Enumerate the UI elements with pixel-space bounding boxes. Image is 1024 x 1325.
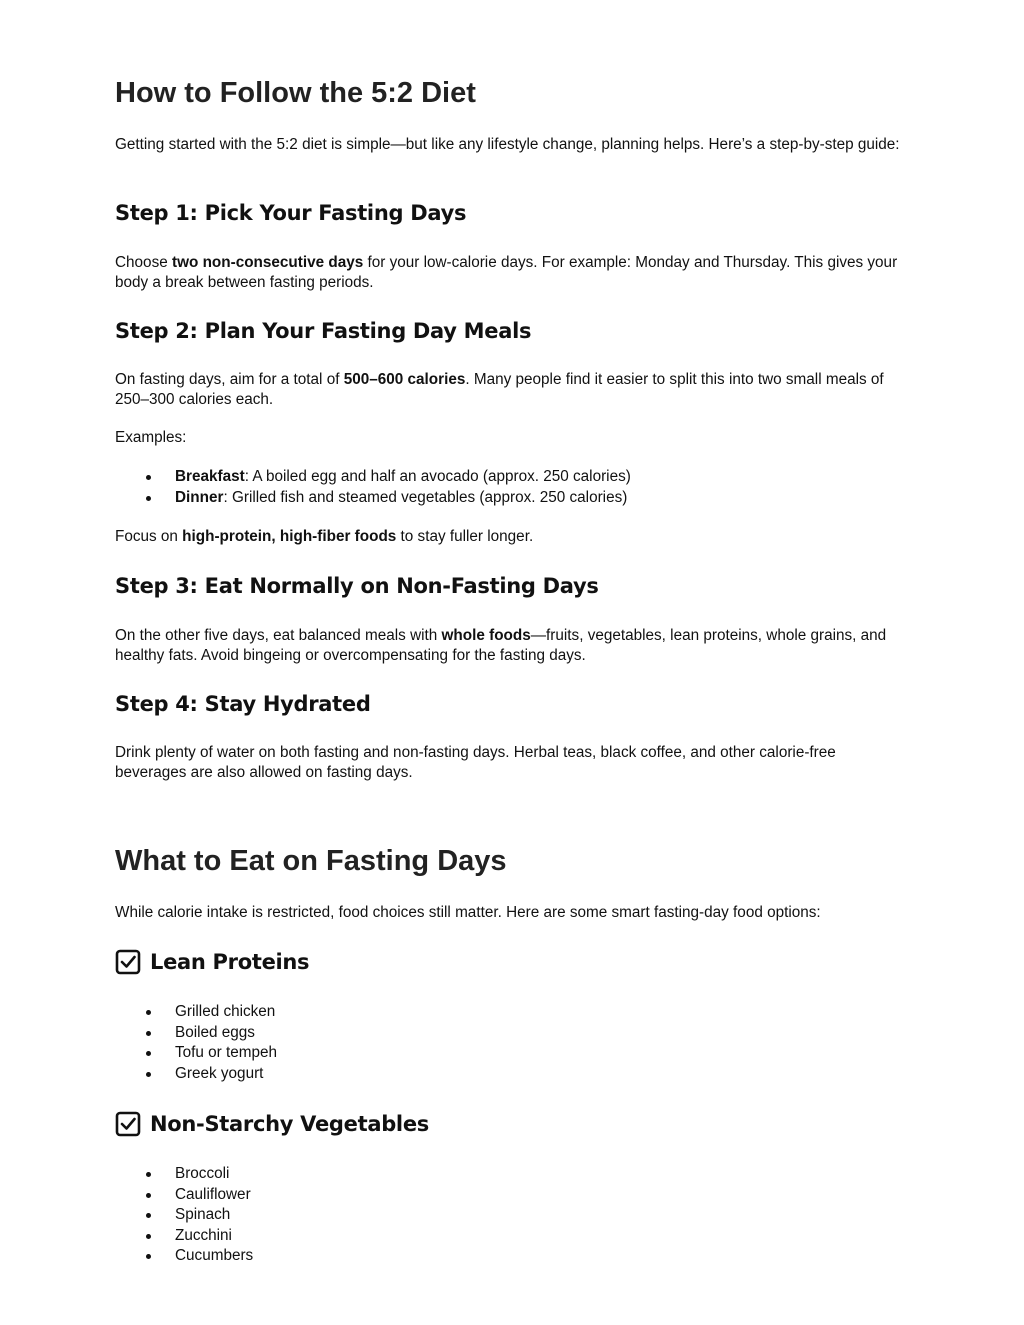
lean-proteins-label: Lean Proteins — [150, 950, 310, 974]
list-item: Grilled chicken — [115, 1002, 277, 1023]
vegetables-list — [115, 1164, 253, 1267]
list-item: Tofu or tempeh — [115, 1043, 277, 1064]
checkbox-checked-icon — [115, 949, 141, 975]
list-item: Broccoli — [115, 1164, 253, 1185]
step3-heading: Step 3: Eat Normally on Non-Fasting Days — [115, 574, 599, 598]
section-title-what-to-eat: What to Eat on Fasting Days — [115, 845, 507, 877]
list-item: Dinner: Grilled fish and steamed vegetables (approx. 250 calories) — [115, 488, 631, 509]
examples-label: Examples: — [115, 429, 187, 446]
step2-emphasis: 500–600 calories — [343, 371, 466, 388]
lean-proteins-list — [115, 1002, 277, 1084]
section2-intro: While calorie intake is restricted, food choices still matter. Here are some smart fasting-day food options: — [115, 904, 821, 921]
list-item: Spinach — [115, 1205, 253, 1226]
step1-emphasis: two non-consecutive days — [171, 254, 364, 271]
step4-heading: Step 4: Stay Hydrated — [115, 692, 371, 716]
focus-paragraph: Focus on high-protein, high-fiber foods to stay fuller longer. — [115, 528, 534, 545]
checkbox-checked-icon — [115, 1111, 141, 1137]
step1-heading: Step 1: Pick Your Fasting Days — [115, 201, 467, 225]
step2-paragraph: On fasting days, aim for a total of 500–600 calories. Many people find it easier to split this into two small meals of 250–300 calories each. — [115, 371, 884, 408]
focus-emphasis: high-protein, high-fiber foods — [182, 528, 397, 545]
intro-paragraph: Getting started with the 5:2 diet is simple—but like any lifestyle change, planning helps. Here’s a step-by-step guide: — [115, 136, 900, 153]
list-item: Boiled eggs — [115, 1023, 277, 1044]
vegetables-heading — [115, 1111, 429, 1137]
list-item: Greek yogurt — [115, 1064, 277, 1085]
step4-paragraph: Drink plenty of water on both fasting and non-fasting days. Herbal teas, black coffee, and other calorie-free beverages are also allowed on fasting days. — [115, 744, 836, 781]
examples-list — [115, 467, 631, 508]
list-item: Zucchini — [115, 1226, 253, 1247]
step2-heading: Step 2: Plan Your Fasting Day Meals — [115, 319, 532, 343]
vegetables-label: Non-Starchy Vegetables — [150, 1112, 429, 1136]
list-item: Breakfast: A boiled egg and half an avocado (approx. 250 calories) — [115, 467, 631, 488]
step1-paragraph: Choose two non-consecutive days for your low-calorie days. For example: Monday and Thursday. This gives your body a break between fasting periods. — [115, 254, 898, 291]
step3-emphasis: whole foods — [441, 627, 531, 644]
list-item: Cucumbers — [115, 1246, 253, 1267]
lean-proteins-heading — [115, 949, 309, 975]
list-item: Cauliflower — [115, 1185, 253, 1206]
section-title-how-to-follow: How to Follow the 5:2 Diet — [115, 77, 476, 109]
step3-paragraph: On the other five days, eat balanced meals with whole foods—fruits, vegetables, lean proteins, whole grains, and healthy fats. Avoid bingeing or overcompensating for the fasting days. — [115, 627, 887, 664]
